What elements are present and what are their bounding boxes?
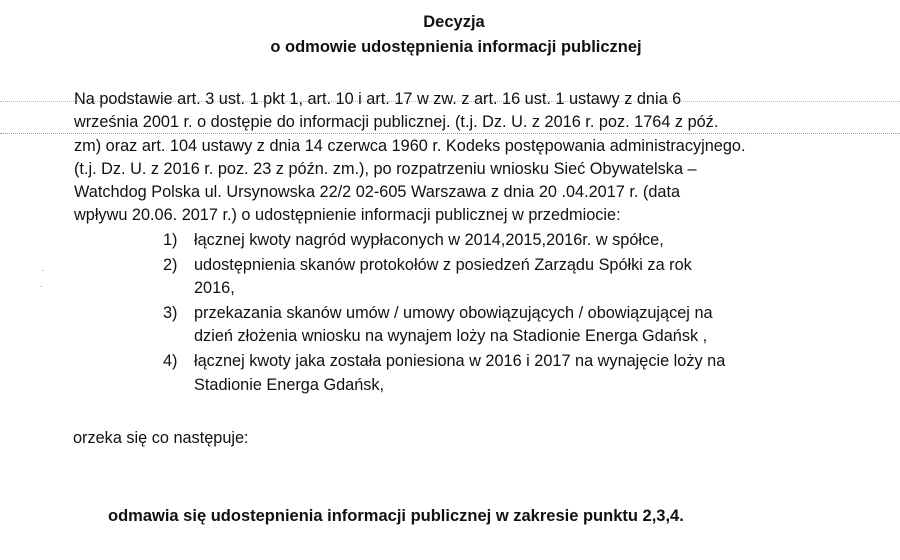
list-item-text: Stadionie Energa Gdańsk, [194, 375, 385, 394]
legal-basis-paragraph [74, 88, 814, 228]
paragraph-line: wpływu 20.06. 2017 r.) o udostępnienie informacji publicznej w przedmiocie: [74, 206, 621, 225]
verdict-intro: orzeka się co następuje: [73, 429, 249, 447]
list-item-text: dzień złożenia wniosku na wynajem loży na Stadionie Energa Gdańsk , [194, 327, 708, 346]
list-item-text: przekazania skanów umów / umowy obowiązujących / obowiązującej na [194, 303, 713, 322]
document-subtitle: o odmowie udostępnienia informacji publicznej [270, 38, 642, 56]
list-item-number: 2) [163, 255, 178, 274]
request-items-list [163, 229, 823, 398]
document-title: Decyzja [423, 13, 485, 31]
list-item [163, 229, 823, 253]
paragraph-line: Na podstawie art. 3 ust. 1 pkt 1, art. 10 i art. 17 w zw. z art. 16 ust. 1 ustawy z dnia 6 [74, 90, 682, 108]
list-item-number: 4) [163, 351, 178, 370]
scan-speck [42, 270, 44, 271]
list-item-text: udostępnienia skanów protokołów z posiedzeń Zarządu Spółki za rok [194, 255, 692, 274]
paragraph-line: zm) oraz art. 104 ustawy z dnia 14 czerwca 1960 r. Kodeks postępowania administracyjnego. [74, 136, 746, 155]
list-item [163, 302, 823, 349]
list-item [163, 350, 823, 397]
paragraph-line: (t.j. Dz. U. z 2016 r. poz. 23 z późn. zm.), po rozpatrzeniu wniosku Sieć Obywatelska – [74, 159, 697, 178]
list-item-text: łącznej kwoty jaka została poniesiona w 2016 i 2017 na wynajęcie loży na [194, 351, 726, 370]
list-item-number: 1) [163, 231, 178, 249]
scan-speck [40, 286, 42, 287]
list-item [163, 254, 823, 301]
decision-statement: odmawia się udostepnienia informacji publicznej w zakresie punktu 2,3,4. [108, 507, 684, 525]
list-item-number: 3) [163, 303, 178, 322]
paragraph-line: września 2001 r. o dostępie do informacji publicznej. (t.j. Dz. U. z 2016 r. poz. 1764 z póź. [74, 113, 719, 132]
paragraph-line: Watchdog Polska ul. Ursynowska 22/2 02-605 Warszawa z dnia 20 .04.2017 r. (data [74, 183, 681, 202]
list-item-text: 2016, [194, 279, 235, 298]
list-item-text: łącznej kwoty nagród wypłaconych w 2014,2015,2016r. w spółce, [194, 231, 664, 249]
